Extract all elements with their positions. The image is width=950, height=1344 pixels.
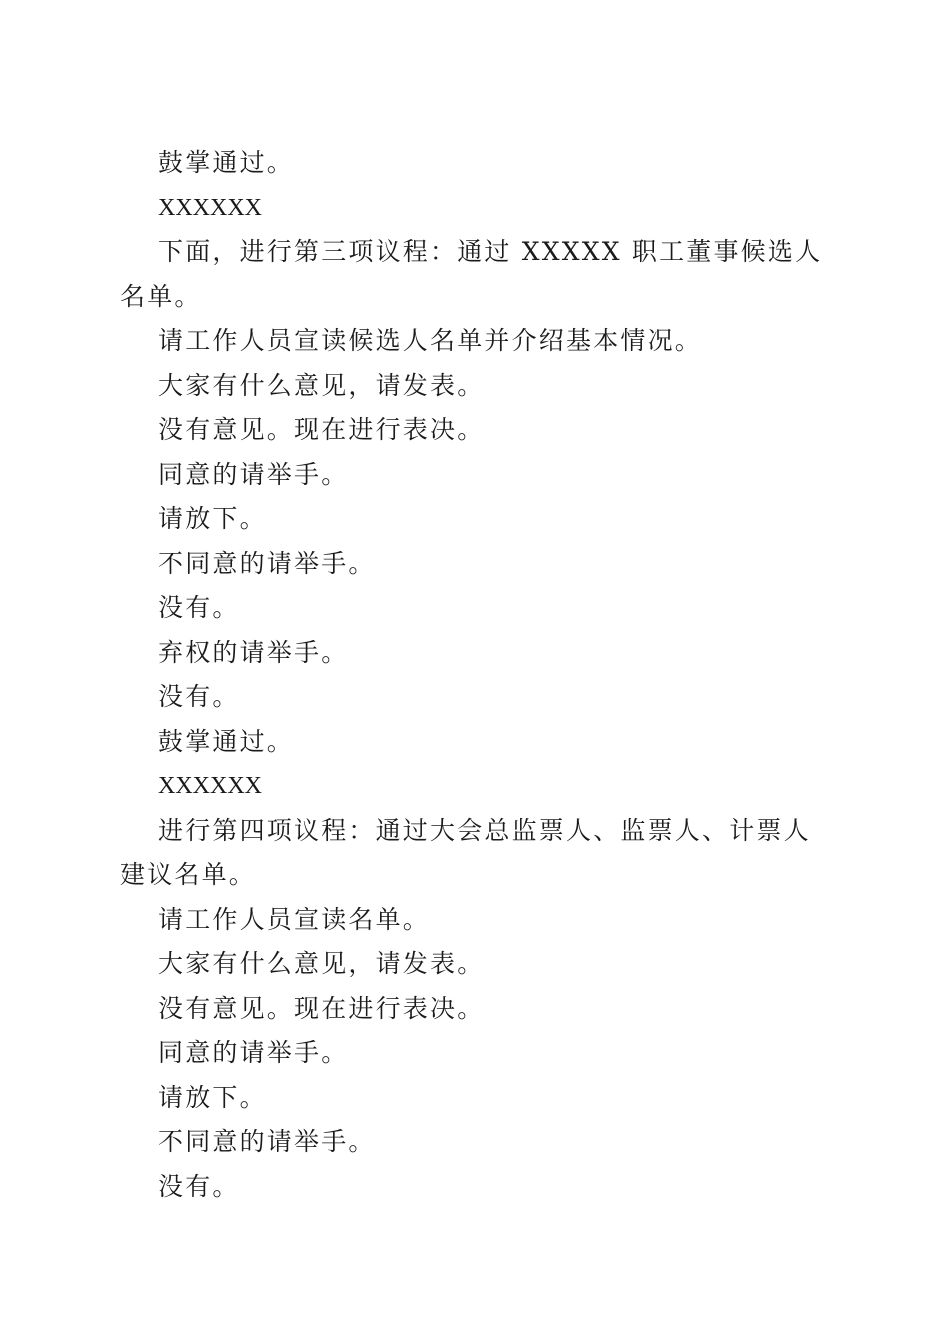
paragraph: 请工作人员宣读名单。 [158, 904, 431, 934]
paragraph: 鼓掌通过。 [158, 148, 295, 177]
paragraph: 没有。 [158, 593, 240, 622]
paragraph: 弃权的请举手。 [158, 637, 349, 667]
paragraph: 请放下。 [158, 1082, 267, 1112]
paragraph: 没有。 [158, 682, 240, 711]
paragraph: 没有意见。现在进行表决。 [158, 993, 485, 1023]
paragraph: 请工作人员宣读候选人名单并介绍基本情况。 [158, 326, 703, 355]
paragraph: 不同意的请举手。 [158, 548, 376, 578]
paragraph: 请放下。 [158, 504, 267, 533]
paragraph: 不同意的请举手。 [158, 1127, 376, 1156]
paragraph: 进行第四项议程：通过大会总监票人、监票人、计票人建议名单。 [120, 815, 811, 889]
paragraph: 下面，进行第三项议程：通过 XXXXX 职工董事候选人名单。 [120, 237, 823, 311]
paragraph: 大家有什么意见，请发表。 [158, 949, 485, 978]
paragraph: 没有意见。现在进行表决。 [158, 415, 485, 444]
paragraph: 大家有什么意见，请发表。 [158, 370, 485, 400]
paragraph: 同意的请举手。 [158, 459, 349, 489]
document-body [120, 141, 830, 1209]
paragraph: XXXXXX [158, 773, 262, 799]
paragraph: XXXXXX [158, 194, 262, 221]
paragraph: 没有。 [158, 1171, 240, 1201]
paragraph: 同意的请举手。 [158, 1038, 349, 1067]
paragraph: 鼓掌通过。 [158, 726, 295, 756]
